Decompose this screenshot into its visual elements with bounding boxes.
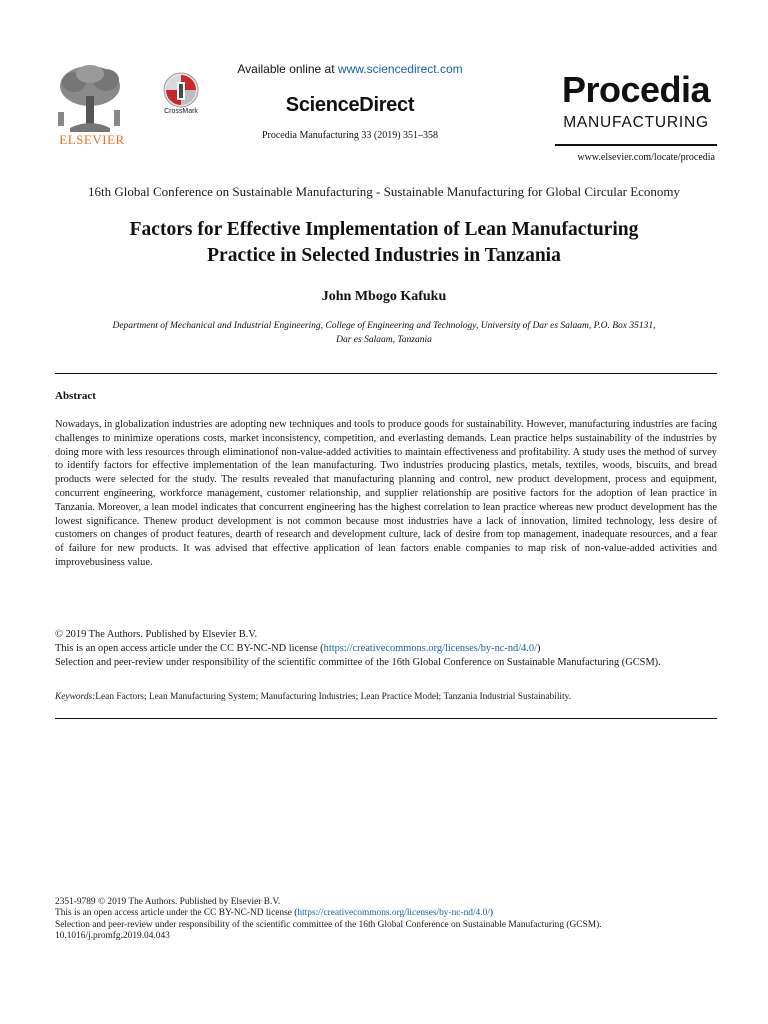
title-line-2: Practice in Selected Industries in Tanzania: [207, 245, 561, 266]
footer-license-link[interactable]: https://creativecommons.org/licenses/by-nc-nd/4.0/: [297, 908, 490, 919]
affiliation-line-2: Dar es Salaam, Tanzania: [336, 335, 432, 345]
footer-review: Selection and peer-review under responsibility of the scientific committee of the 16th Global Conference on Sustainable Manufacturing (GCSM).: [55, 919, 602, 930]
footer: [55, 897, 735, 943]
copyright-block: [55, 628, 717, 669]
paper-title: [60, 217, 708, 269]
affiliation: [55, 319, 713, 347]
divider-bottom: [55, 718, 717, 719]
procedia-subtitle: MANUFACTURING: [563, 114, 709, 131]
abstract-heading: Abstract: [55, 390, 96, 402]
keywords-label: Keywords:: [55, 692, 96, 702]
elsevier-wordmark: ELSEVIER: [59, 132, 125, 147]
journal-homepage-link[interactable]: www.elsevier.com/locate/procedia: [577, 152, 715, 163]
available-online: [220, 62, 480, 76]
sciencedirect-link[interactable]: www.sciencedirect.com: [337, 62, 463, 76]
divider-top: [55, 373, 717, 374]
procedia-rule: [555, 144, 717, 146]
footer-doi[interactable]: 10.1016/j.promfg.2019.04.043: [55, 931, 170, 942]
license-link[interactable]: https://creativecommons.org/licenses/by-nc-nd/4.0/: [323, 642, 537, 654]
procedia-title: Procedia: [561, 69, 711, 110]
peer-review-line: Selection and peer-review under responsibility of the scientific committee of the 16th Global Conference on Sustainable Manufacturing (GCSM).: [55, 656, 661, 668]
footer-issn: 2351-9789 © 2019 The Authors. Published by Elsevier B.V.: [55, 897, 281, 907]
available-online-text: Available online at: [237, 62, 335, 76]
abstract-body: Nowadays, in globalization industries are adopting new techniques and tools to produce goods for sustainability. However, manufacturing industries are facing challenges to minimize operations costs, market inconsistency, competition, and everlasting demands. Lean practice helps sustainability of the industries by doing more with less resources through eliminationof non-value-added activities to maintain effectiveness and profitability. A study uses the method of survey to identify factors for effective implementation of the lean manufacturing. Two industries producing plastics, metals, textiles, woods, biscuits, and bread products were selected for the study. The results revealed that manufacturing planning and control, new product development, process and equipment, concurrent engineering, workforce management, customer relationship, and supplier relationship are positive factors for the adoption of lean practice in Tanzania. Moreover, a lean model indicates that concurrent engineering has the highest correlation to lean practice whereas new product development has the lowest significance. Thenew product development is not common because most industries have a lack of innovation, limited technology, less desire of customers on changes of product features, dearth of research and development culture, lack of desire from top management, inadequate resources, and a fear of failure for new products. It was advised that effective application of lean factors enable companies to map risk of non-value-added activities and improvebusiness value.: [55, 419, 717, 568]
crossmark-label: CrossMark: [164, 108, 198, 115]
license-line: [55, 642, 717, 656]
keywords: [55, 692, 717, 702]
journal-reference: Procedia Manufacturing 33 (2019) 351–358: [261, 130, 439, 141]
conference-name: 16th Global Conference on Sustainable Manufacturing - Sustainable Manufacturing for Global Circular Economy: [87, 184, 681, 199]
affiliation-line-1: Department of Mechanical and Industrial Engineering, College of Engineering and Technology, University of Dar es Salaam, P.O. Box 35131,: [112, 321, 656, 331]
copyright-line: © 2019 The Authors. Published by Elsevier B.V.: [55, 629, 258, 640]
footer-license: [55, 908, 735, 919]
footer-license-suffix: ): [489, 908, 494, 919]
title-line-1: Factors for Effective Implementation of Lean Manufacturing: [129, 219, 639, 240]
keywords-text: Lean Factors; Lean Manufacturing System; Manufacturing Industries; Lean Practice Model; Tanzania Industrial Sustainability.: [95, 692, 572, 702]
author-name: John Mbogo Kafuku: [321, 289, 447, 304]
license-suffix: ): [537, 642, 541, 654]
sciencedirect-logo: ScienceDirect: [285, 94, 415, 116]
footer-license-prefix: This is an open access article under the CC BY-NC-ND license (: [55, 908, 298, 919]
license-prefix: This is an open access article under the CC BY-NC-ND license (: [55, 642, 324, 654]
